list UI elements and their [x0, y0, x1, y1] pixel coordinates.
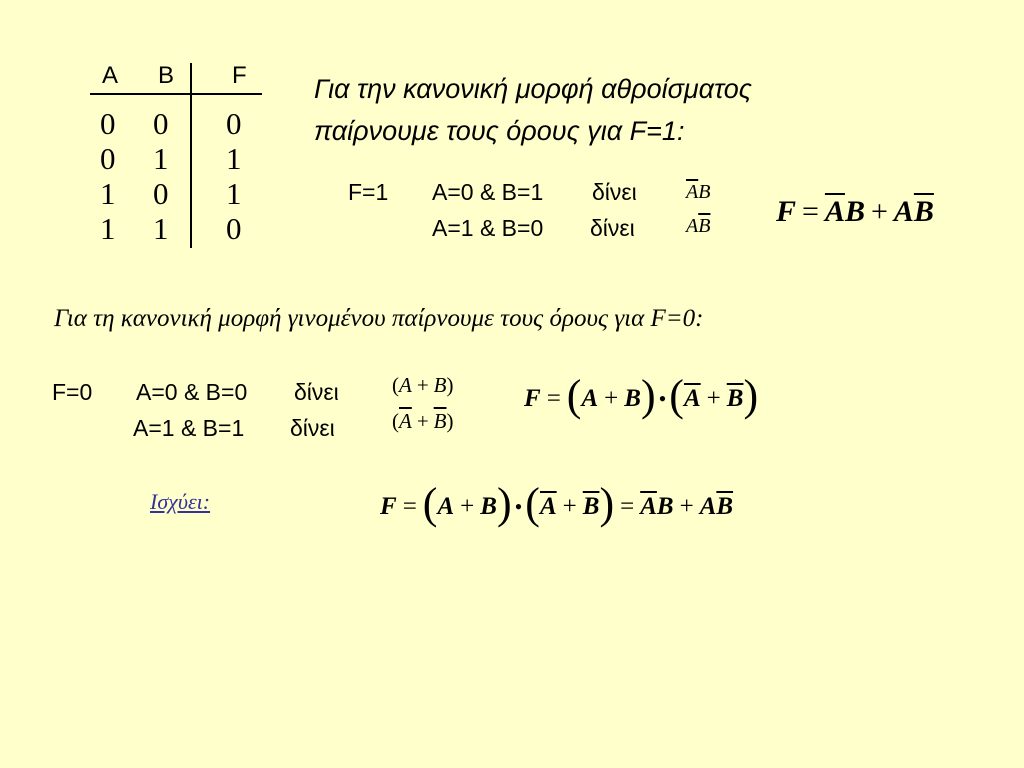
sum-term1 [686, 180, 710, 204]
plus-sign: + [460, 493, 475, 520]
product-gives2: δίνει [290, 415, 335, 441]
holds-label: Ισχύει: [150, 489, 211, 514]
table-header-rule [90, 93, 262, 95]
cell-r0-a: 0 [100, 106, 116, 141]
sum-gives2: δίνει [590, 215, 635, 241]
sum-cond1: A=0 & B=1 [432, 179, 544, 205]
rparen: ) [640, 371, 656, 420]
formula-lhs: F [776, 195, 797, 228]
term-b-neg: $\overline{B}$ [433, 409, 447, 433]
plus-sign: + [706, 385, 721, 412]
lparen: ( [392, 409, 399, 433]
lparen: ( [422, 479, 438, 528]
var-b-neg: $\overline{B}$ [582, 493, 600, 520]
term-b: B [433, 373, 447, 397]
equals-sign-2: = [620, 493, 635, 520]
lparen: ( [669, 371, 684, 420]
cell-r0-f: 0 [226, 106, 242, 141]
formula-lhs: F [524, 385, 541, 412]
cell-r1-f: 1 [226, 141, 242, 176]
product-gives1: δίνει [294, 379, 339, 405]
rparen: ) [743, 371, 759, 420]
cell-r3-a: 1 [100, 211, 116, 246]
term-b-neg: $\overline{B}$ [698, 215, 711, 237]
formula-lhs: F [380, 493, 397, 520]
product-cond2: A=1 & B=1 [133, 415, 245, 441]
sum-term2 [686, 214, 710, 238]
var-a: A [581, 385, 599, 412]
rparen: ) [496, 479, 512, 528]
plus-sign: + [416, 409, 429, 433]
cell-r3-b: 1 [153, 211, 169, 246]
sum-gives1: δίνει [592, 179, 637, 205]
var-a-neg: $\overline{A}$ [539, 493, 557, 520]
term-a: A [686, 215, 699, 237]
lparen: ( [525, 479, 540, 528]
plus-sign: + [604, 385, 619, 412]
equals-sign: = [546, 385, 561, 412]
cell-r2-b: 0 [153, 176, 169, 211]
equals-sign: = [802, 195, 819, 228]
and-dot: • [658, 386, 667, 411]
lparen: ( [392, 373, 399, 397]
table-column-rule [190, 63, 192, 248]
var-a-neg: $\overline{A}$ [683, 385, 701, 412]
var-b-neg: $\overline{B}$ [716, 493, 734, 520]
var-a-neg: $\overline{A}$ [640, 493, 657, 520]
sum-formula [776, 192, 934, 232]
cell-r2-f: 1 [226, 176, 242, 211]
var-b-neg: $\overline{B}$ [913, 195, 934, 228]
cell-r2-a: 1 [100, 176, 116, 211]
plus-sign: + [416, 373, 429, 397]
rparen: ) [446, 409, 454, 433]
cell-r1-b: 1 [153, 141, 169, 176]
product-formula [524, 371, 759, 420]
var-b: B [844, 195, 865, 228]
sum-label: F=1 [348, 179, 389, 205]
cell-r3-f: 0 [226, 211, 242, 246]
product-cond1: A=0 & B=0 [136, 379, 248, 405]
sum-intro-line2: παίρνουμε τους όρους για F=1: [314, 116, 685, 146]
var-b: B [624, 385, 641, 412]
cell-r1-a: 0 [100, 141, 116, 176]
var-a: A [699, 493, 717, 520]
lparen: ( [566, 371, 582, 420]
sum-intro-line1: Για την κανονική μορφή αθροίσματος [314, 74, 752, 104]
var-a-neg: $\overline{A}$ [824, 195, 845, 228]
term-a-neg: $\overline{A}$ [686, 181, 699, 203]
header-a: A [102, 62, 119, 89]
and-dot: • [514, 494, 523, 519]
cell-r0-b: 0 [153, 106, 169, 141]
var-a: A [893, 195, 914, 228]
header-b: B [158, 62, 175, 89]
plus-sign: + [870, 195, 888, 228]
rparen: ) [599, 479, 615, 528]
term-b: B [698, 181, 711, 203]
var-b-neg: $\overline{B}$ [726, 385, 744, 412]
plus-sign-2: + [679, 493, 694, 520]
product-term2 [392, 408, 454, 434]
plus-sign: + [562, 493, 577, 520]
product-term1 [392, 372, 454, 398]
truth-table [90, 60, 270, 260]
sum-cond2: A=1 & B=0 [432, 215, 544, 241]
var-b: B [480, 493, 497, 520]
holds-formula [380, 479, 734, 528]
rparen: ) [446, 373, 454, 397]
header-f: F [232, 62, 247, 89]
var-b: B [656, 493, 674, 520]
product-label: F=0 [52, 379, 93, 405]
term-a: A [399, 373, 412, 397]
term-a-neg: $\overline{A}$ [399, 409, 412, 433]
equals-sign: = [402, 493, 417, 520]
product-intro: Για τη κανονική μορφή γινομένου παίρνουμε τους όρους για F=0: [54, 305, 704, 332]
var-a: A [437, 493, 455, 520]
